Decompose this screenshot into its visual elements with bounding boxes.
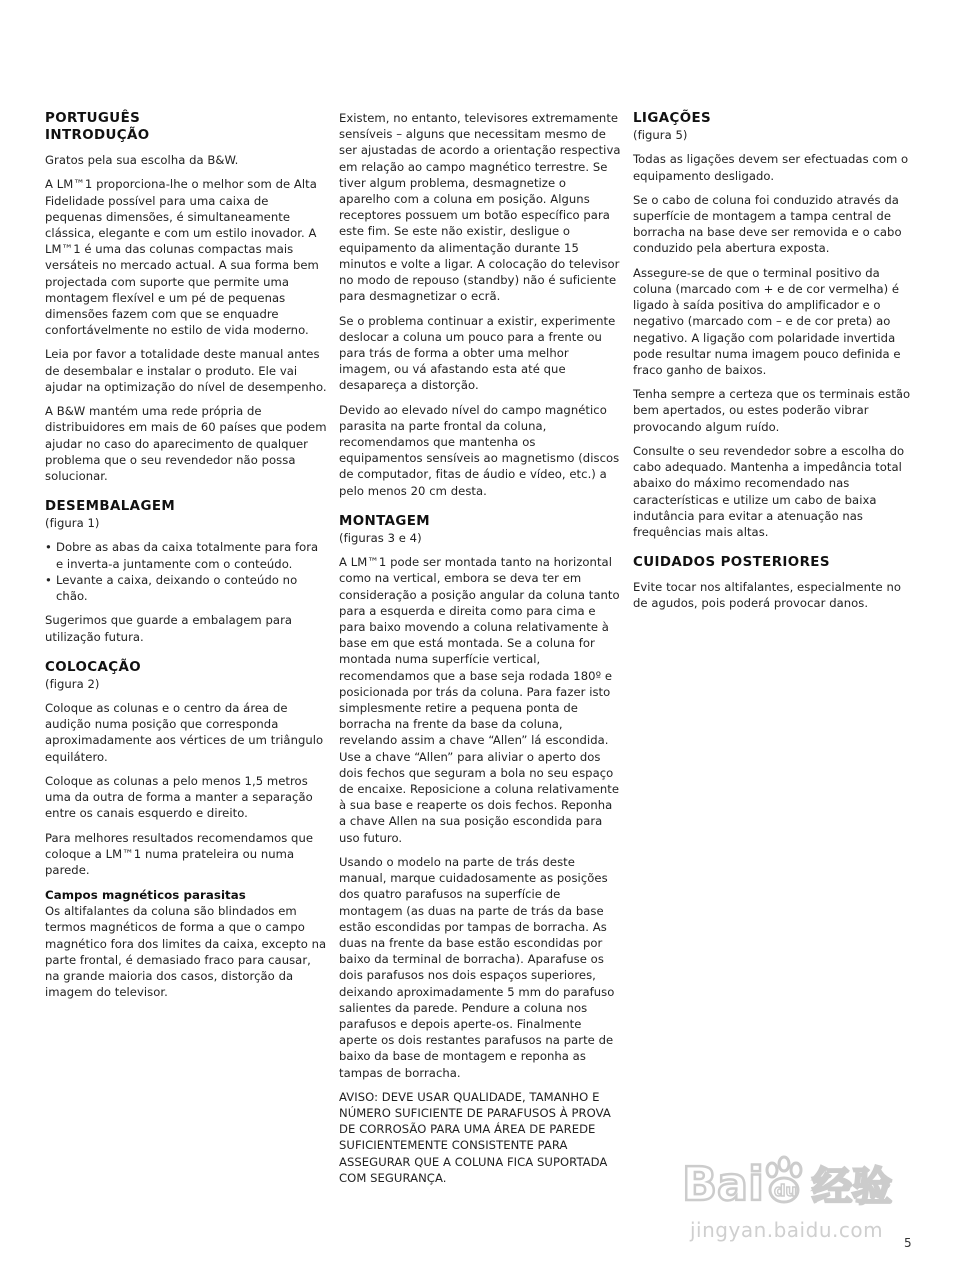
mounting-paragraph: A LM™1 pode ser montada tanto na horizontal como na vertical, embora se deva ter em consideração a posição angular da coluna tanto para a esquerda e direita como para cima e para baixo movendo a coluna relativamente à base em que está montada. Se a coluna for montada numa superfície vertical, recomendamos que a base seja rodada 180º e posicionada por trás da coluna. Para fazer isto simplesmente retire a pequena ponta de borracha na frente da base da coluna, revelando assim a chave “Allen” lá escondida. Use a chave “Allen” para aliviar o aperto dos dois fechos que seguram a bola no seu espaço de encaixe. Reposicione a coluna relativamente à sua base e reaperte os dois fechos. Reponha a chave Allen na sua posição escondida para uso futuro. [339,555,620,845]
connections-heading: LIGAÇÕES [633,111,712,126]
column-2 [339,110,621,1194]
unpacking-heading: DESEMBALAGEM [45,499,176,515]
placement-paragraph: Coloque as colunas a pelo menos 1,5 metros uma da outra de forma a manter a separação entre os canais esquerdo e direito. [45,773,313,821]
connections-figure-ref: (figura 5) [633,128,688,142]
watermark-url: jingyan.baidu.com [690,1218,884,1242]
intro-heading: INTRODUÇÃO [45,128,150,143]
placement-paragraph: Para melhores resultados recomendamos que coloque a LM™1 numa prateleira ou numa parede. [45,830,314,878]
svg-text:Bai: Bai [682,1157,764,1211]
connections-paragraph: Todas as ligações devem ser efectuadas com o equipamento desligado. [633,152,909,183]
column-1 [45,110,327,1009]
tv-paragraph: Existem, no entanto, televisores extremamente sensíveis – alguns que necessitam mesmo de ser ajustadas de acordo a orientação respectiva em relação ao campo magnético terrestre. Se tiver algum problema, desmagnetize o aparelho com a coluna em posição. Alguns receptores possuem um botão específico para este fim. Se este não existir, desligue o equipamento da alimentação durante 15 minutos e volte a ligar. A colocação do televisor no modo de repouso (standby) não é suficiente para desmagnetizar o ecrã. [339,111,621,304]
aftercare-paragraph: Evite tocar nos altifalantes, especialmente no de agudos, pois poderá provocar danos. [633,580,902,611]
placement-paragraph: Coloque as colunas e o centro da área de audição numa posição que corresponda aproximadamente aos vértices de um triângulo equilátero. [45,701,324,764]
mounting-warning: AVISO: DEVE USAR QUALIDADE, TAMANHO E NÚMERO SUFICIENTE DE PARAFUSOS À PROVA DE CORROSÃO PARA UMA ÁREA DE PAREDE SUFICIENTEMENTE CONSISTENTE PARA ASSEGURAR QUE A COLUNA FICA SUPORTADA COM SEGURANÇA. [339,1089,611,1185]
placement-heading: COLOCAÇÃO [45,659,142,675]
intro-paragraph: Gratos pela sua escolha da B&W. [45,153,239,167]
placement-figure-ref: (figura 2) [45,676,100,691]
mounting-figure-ref: (figuras 3 e 4) [339,530,422,545]
list-item: • Dobre as abas da caixa totalmente para fora e inverta-a juntamente com o conteúdo. [45,539,327,571]
mounting-paragraph: Usando o modelo na parte de trás deste manual, marque cuidadosamente as posições dos quatro parafusos na superfície de montagem (as duas na parte de trás da base estão escondidas por tampas de borracha. As duas na frente da base estão escondidas por baixo da terminal de borracha). Aparafuse os dois parafusos nos dois espaços superiores, deixando aproximadamente 5 mm do parafuso salientes da parede. Pendure a coluna nos parafusos e depois aperte-os. Finalmente aperte os dois restantes parafusos na parte de baixo da base de montagem e reponha as tampas de borracha. [339,854,615,1080]
svg-text:经验: 经验 [812,1164,892,1210]
stray-fields-paragraph: Os altifalantes da coluna são blindados em termos magnéticos de forma a que o campo magnético fora dos limites da caixa, excepto na parte frontal, é demasiado fraco para causar, na grande maioria dos casos, distorção da imagem do televisor. [45,904,327,1000]
list-item: • Levante a caixa, deixando o conteúdo no chão. [45,572,327,604]
intro-paragraph: A LM™1 proporciona-lhe o melhor som de Alta Fidelidade possível para uma caixa de pequenas dimensões, é simultaneamente clássica, elegante e com um estilo inovador. A LM™1 é uma das colunas compactas mais versáteis no mercado actual. A sua forma bem projectada com suporte que permite uma montagem flexível e um pé de pequenas dimensões fazem com que se enquadre confortávelmente no estilo de vida moderno. [45,177,319,338]
intro-paragraph: A B&W mantém uma rede própria de distribuidores em mais de 60 países que podem ajudar no caso do aparecimento de qualquer problema que o seu revendedor não possa solucionar. [45,404,327,483]
stray-fields-heading: Campos magnéticos parasitas [45,888,246,903]
connections-paragraph: Assegure-se de que o terminal positivo da coluna (marcado com + e de cor vermelha) é ligado à saída positiva do amplificador e o negativo (marcado com – e de cor preta) ao negativo. A ligação com polaridade invertida pode resultar numa imagem pouco definida e fraco ganho de baixos. [633,265,901,377]
connections-paragraph: Tenha sempre a certeza que os terminais estão bem apertados, ou estes poderão vibrar provocando algum ruído. [633,387,911,434]
mounting-heading: MONTAGEM [339,513,431,529]
column-3 [633,110,915,620]
tv-paragraph: Se o problema continuar a existir, experimente deslocar a coluna um pouco para a frente ou para trás de forma a obter uma melhor imagem, ou vá afastando esta até que desapareça a distorção. [339,313,616,393]
svg-text:du: du [774,1181,797,1200]
unpacking-figure-ref: (figura 1) [45,516,100,531]
intro-paragraph: Leia por favor a totalidade deste manual antes de desembalar e instalar o produto. Ele vai ajudar na optimização do nível de desempenho. [45,347,327,394]
connections-paragraph: Consulte o seu revendedor sobre a escolha do cabo adequado. Mantenha a impedância total abaixo do máximo recomendado nas características e utilize um cabo de baixa indutância para evitar a atenuação nas frequências mais altas. [633,443,905,539]
unpacking-list [45,539,327,604]
baidu-logo-icon [682,1152,912,1214]
aftercare-heading: CUIDADOS POSTERIORES [633,555,830,571]
language-heading: PORTUGUÊS [45,111,141,126]
page-number: 5 [904,1236,912,1250]
baidu-watermark [668,1138,918,1258]
unpacking-note: Sugerimos que guarde a embalagem para utilização futura. [45,613,293,644]
tv-paragraph: Devido ao elevado nível do campo magnético parasita na parte frontal da coluna, recomendamos que mantenha os equipamentos sensíveis ao magnetismo (discos de computador, fitas de áudio e vídeo, etc.) a pelo menos 20 cm desta. [339,402,620,498]
connections-paragraph: Se o cabo de coluna foi conduzido através da superfície de montagem a tampa central de borracha na base deve ser removida e o cabo conduzido pela abertura exposta. [633,192,902,256]
